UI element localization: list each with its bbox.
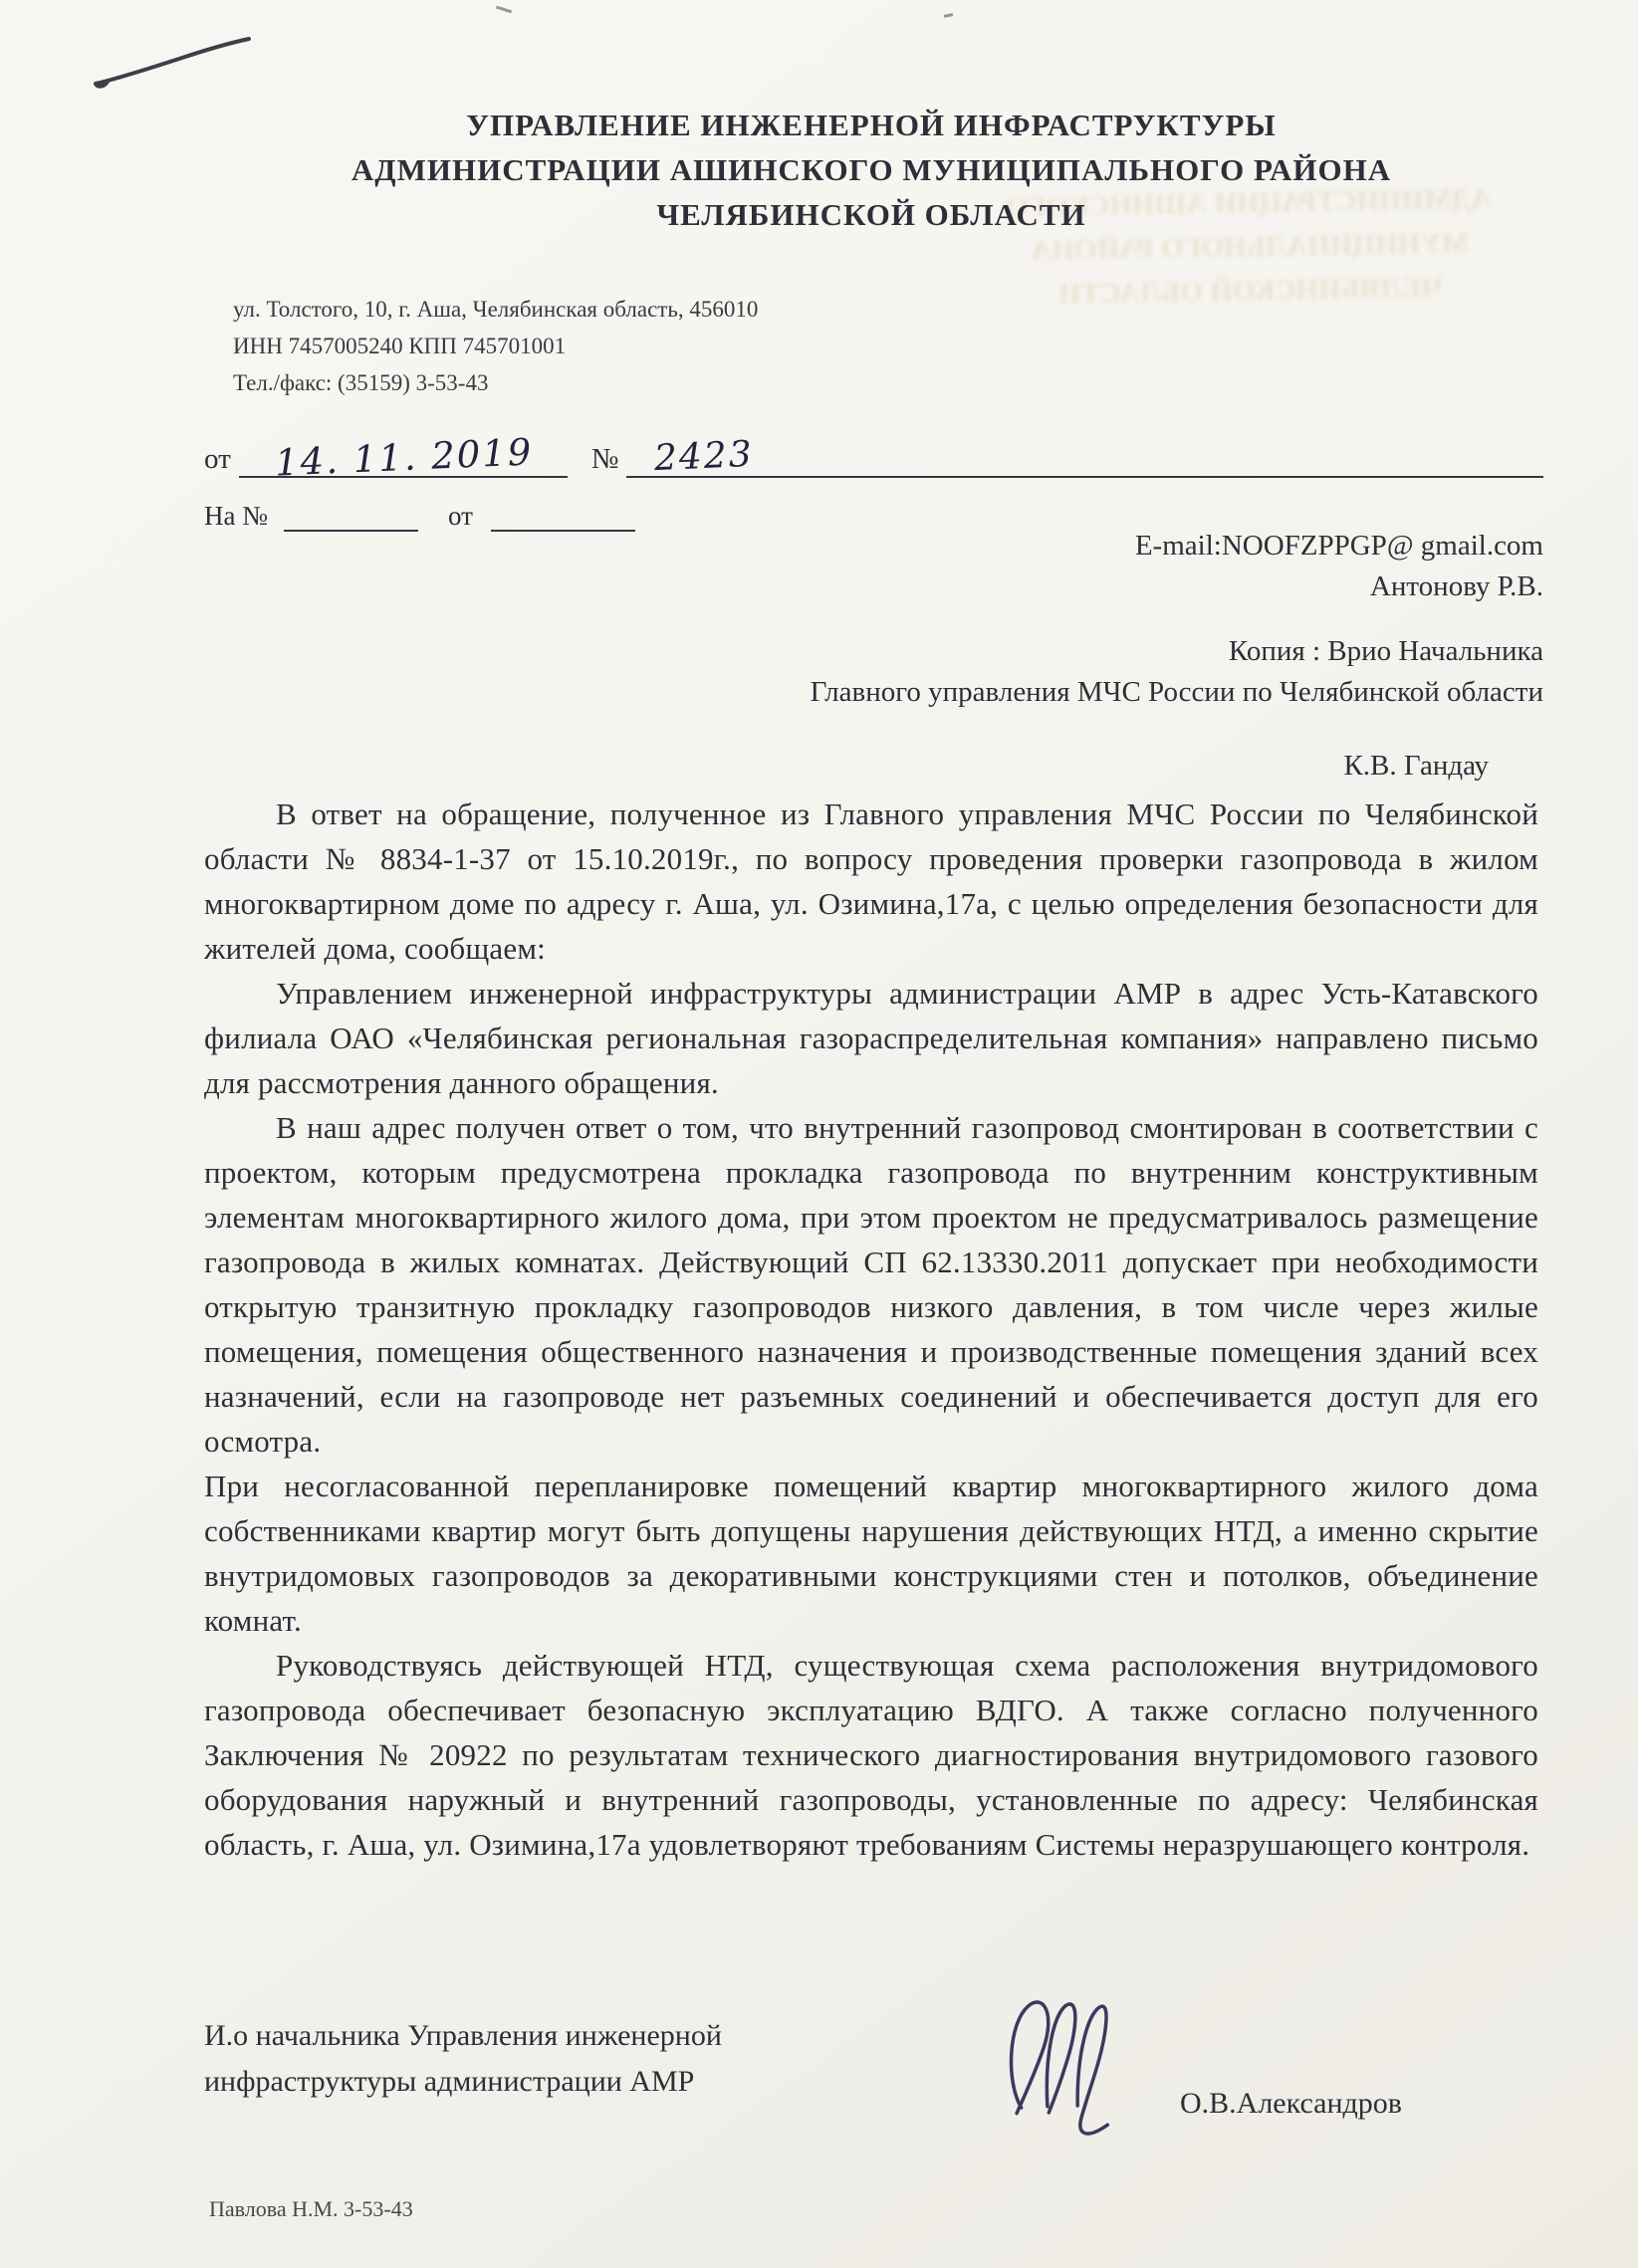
bleed-line: АДМИНИСТРАЦИИ АШИНСКОГО МУНИЦИПАЛЬНОГО РАЙОНА <box>1005 182 1493 267</box>
body-paragraph-2: Управлением инженерной инфраструктуры администрации АМР в адрес Усть-Катавского филиала ОАО «Челябинская региональная газораспределительная компания» направлено письмо для рассмотрения данного обращения. <box>204 976 1538 1100</box>
spacer <box>204 713 1543 746</box>
copy-recipient-person: К.В. Гандау <box>1343 750 1489 782</box>
org-inn-kpp: ИНН 7457005240 КПП 745701001 <box>233 334 567 358</box>
letterhead-contacts <box>233 291 758 401</box>
org-name-line-1: УПРАВЛЕНИЕ ИНЖЕНЕРНОЙ ИНФРАСТРУКТУРЫ <box>466 108 1277 142</box>
body-paragraph-3: В наш адрес получен ответ о том, что внутренний газопровод смонтирован в соответствии с проектом, которым предусмотрена прокладка газопровода по внутренним конструктивным элементам многоквартирного жилого дома, при этом проектом не предусматривалось размещение газопровода в жилых комнатах. Действующий СП 62.13330.2011 допускает при необходимости открытую транзитную прокладку газопроводов низкого давления, в том числе через жилые помещения, помещения общественного назначения и производственные помещения зданий всех назначений, если на газопроводе нет разъемных соединений и обеспечивается доступ для его осмотра. <box>204 1110 1538 1459</box>
org-phone: Тел./факс: (35159) 3-53-43 <box>233 370 489 395</box>
reply-to-label: На № <box>204 501 268 531</box>
signatory-name: О.В.Александров <box>1180 2087 1402 2120</box>
handwritten-number: 2423 <box>653 433 755 480</box>
signer-position <box>204 2013 722 2105</box>
outgoing-reference-row <box>204 430 1543 485</box>
letter-body <box>204 792 1538 1867</box>
scan-speck <box>496 6 512 14</box>
letterhead <box>204 103 1538 237</box>
number-line <box>626 434 1543 478</box>
scan-speck <box>944 13 953 18</box>
signer-position-line-1: И.о начальника Управления инженерной <box>204 2019 722 2052</box>
number-label: № <box>590 443 619 475</box>
body-paragraph-5: Руководствуясь действующей НТД, существующая схема расположения внутридомового газопровода обеспечивает безопасную эксплуатацию ВДГО. А также согласно полученного Заключения № 20922 по результатам технического диагностирования внутридомового газового оборудования наружный и внутренний газопроводы, установленные по адресу: Челябинская область, г. Аша, ул. Озимина,17а удовлетворяют требованиям Системы неразрушающего контроля. <box>204 1648 1538 1862</box>
pen-stroke-mark <box>88 28 257 98</box>
spacer <box>204 607 1543 631</box>
handwritten-date: 14. 11. 2019 <box>273 430 534 485</box>
org-name-line-2: АДМИНИСТРАЦИИ АШИНСКОГО МУНИЦИПАЛЬНОГО РАЙОНА <box>351 152 1392 187</box>
recipient-block <box>204 526 1543 787</box>
handwritten-signature <box>996 1989 1145 2149</box>
date-line <box>239 430 568 485</box>
signer-position-line-2: инфраструктуры администрации АМР <box>204 2065 695 2098</box>
copy-recipient-title: Копия : Врио Начальника <box>1228 635 1543 667</box>
from-label: от <box>204 443 231 475</box>
recipient-email: E-mail:NOOFZPPGP@ gmail.com <box>1134 530 1543 562</box>
executor-contact: Павлова Н.М. 3-53-43 <box>209 2196 413 2221</box>
org-name-line-3: ЧЕЛЯБИНСКОЙ ОБЛАСТИ <box>656 197 1086 232</box>
org-address: ул. Толстого, 10, г. Аша, Челябинская область, 456010 <box>233 297 759 322</box>
copy-recipient-org: Главного управления МЧС России по Челябинской области <box>810 676 1543 708</box>
recipient-name: Антонову Р.В. <box>1369 570 1543 602</box>
body-paragraph-4: При несогласованной перепланировке помещений квартир многоквартирного жилого дома собственниками квартир могут быть допущены нарушения действующих НТД, а именно скрытие внутридомовых газопроводов за декоративными конструкциями стен и потолков, объединение комнат. <box>204 1469 1538 1638</box>
reply-from-label: от <box>448 501 473 531</box>
body-paragraph-1: В ответ на обращение, полученное из Главного управления МЧС России по Челябинской области № 8834-1-37 от 15.10.2019г., по вопросу проведения проверки газопровода в жилом многоквартирном доме по адресу г. Аша, ул. Озимина,17а, с целью определения безопасности для жителей дома, сообщаем: <box>204 796 1538 966</box>
bleed-line: ЧЕЛЯБИНСКОЙ ОБЛАСТИ <box>1057 271 1443 311</box>
